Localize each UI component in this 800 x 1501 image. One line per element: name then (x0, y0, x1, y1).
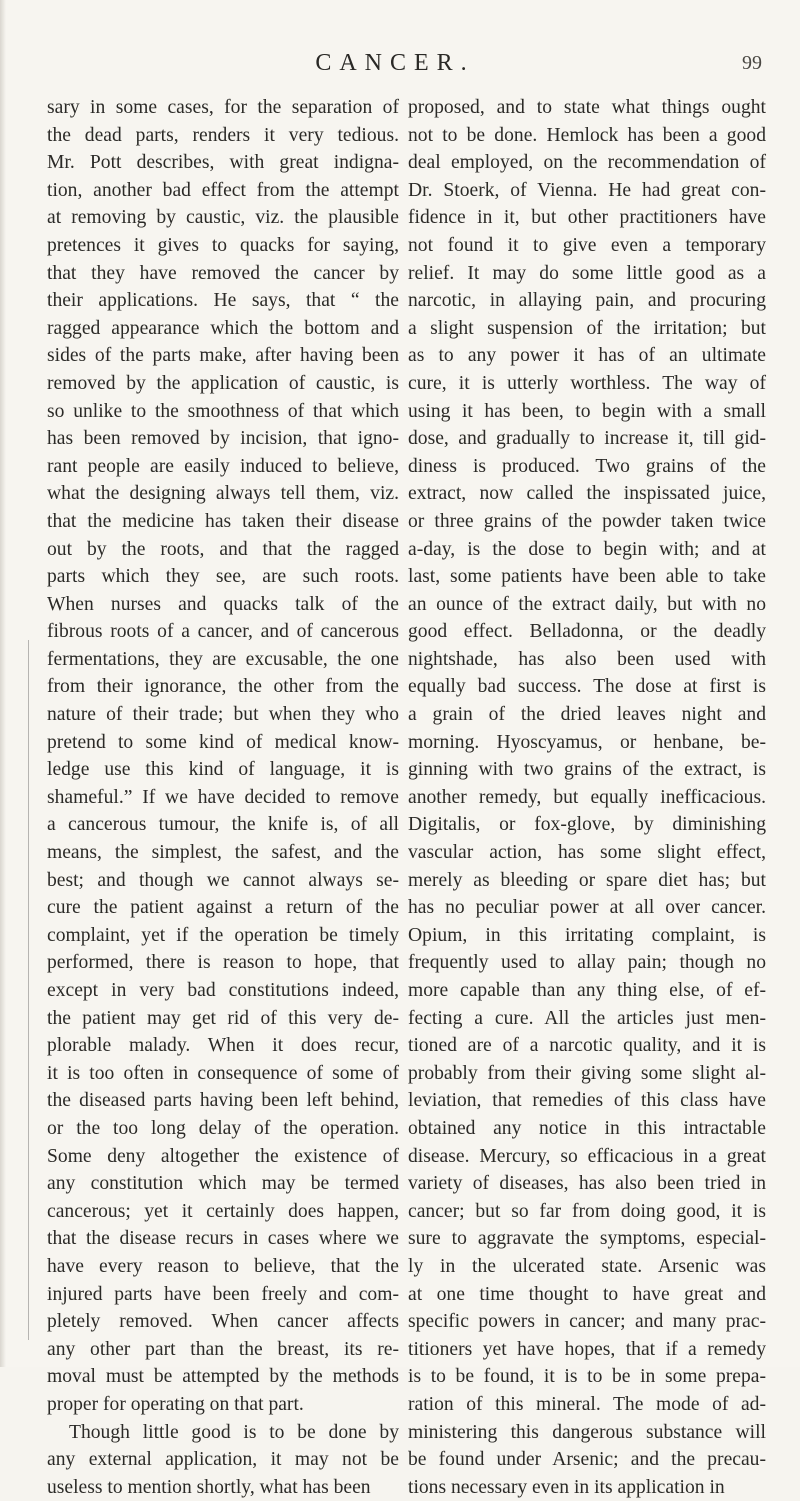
text-line: morning. Hyoscyamus, or henbane, be- (408, 731, 766, 753)
page-edge-shadow (0, 0, 6, 1367)
text-line: fidence in it, but other practitioners have (408, 207, 766, 229)
text-line: narcotic, in allaying pain, and procuring (408, 290, 766, 312)
text-line: from their ignorance, the other from the (47, 676, 399, 698)
text-line: a slight suspension of the irritation; but (408, 317, 766, 339)
text-line: ministering this dangerous substance will (408, 1421, 766, 1443)
text-line: a grain of the dried leaves night and (408, 704, 766, 726)
text-line: probably from their giving some slight al- (408, 1062, 766, 1084)
text-line: have every reason to believe, that the (47, 1255, 399, 1277)
text-line: nightshade, has also been used with (408, 648, 766, 670)
text-line: a-day, is the dose to begin with; and at (408, 538, 766, 560)
text-line: merely as bleeding or spare diet has; but (408, 869, 766, 891)
text-line: cancer; but so far from doing good, it is (408, 1200, 766, 1222)
text-line: fermentations, they are excusable, the one (47, 648, 399, 670)
text-line: cancerous; yet it certainly does happen, (47, 1200, 399, 1222)
text-line: any other part than the breast, its re- (47, 1338, 399, 1360)
text-line: Opium, in this irritating complaint, is (408, 924, 766, 946)
text-line: equally bad success. The dose at first is (408, 676, 766, 698)
text-line: as to any power it has of an ultimate (408, 345, 766, 367)
text-line: out by the roots, and that the ragged (47, 538, 399, 560)
text-line: the patient may get rid of this very de- (47, 1007, 399, 1029)
running-title: CANCER. (315, 50, 475, 76)
text-line: proper for operating on that part. (47, 1393, 304, 1415)
text-line: what the designing always tell them, viz. (47, 483, 399, 505)
text-line: performed, there is reason to hope, that (47, 952, 399, 974)
text-line: plorable malady. When it does recur, (47, 1035, 399, 1057)
text-line: their applications. He says, that “ the (47, 290, 399, 312)
text-line: good effect. Belladonna, or the deadly (408, 621, 766, 643)
text-line: sides of the parts make, after having been (47, 345, 399, 367)
text-line: the diseased parts having been left behind, (47, 1090, 399, 1112)
text-line: diness is produced. Two grains of the (408, 455, 766, 477)
text-line: rant people are easily induced to believe, (47, 455, 399, 477)
text-line: pretend to some kind of medical know- (47, 731, 399, 753)
text-line: ration of this mineral. The mode of ad- (408, 1393, 766, 1415)
text-line: specific powers in cancer; and many prac- (408, 1311, 766, 1333)
text-line: tion, another bad effect from the attempt (47, 179, 399, 201)
text-line: so unlike to the smoothness of that which (47, 400, 399, 422)
text-line: means, the simplest, the safest, and the (47, 842, 399, 864)
text-line: at removing by caustic, viz. the plausible (47, 207, 399, 229)
text-line: sary in some cases, for the separation of (47, 97, 399, 118)
text-line: not found it to give even a temporary (408, 234, 766, 256)
text-line: Though little good is to be done by (69, 1421, 399, 1443)
right-text-column (408, 94, 766, 1501)
text-line: tioned are of a narcotic quality, and it is (408, 1035, 766, 1057)
text-line: ly in the ulcerated state. Arsenic was (408, 1255, 766, 1277)
text-line: vascular action, has some slight effect, (408, 842, 766, 864)
text-line: the dead parts, renders it very tedious. (47, 124, 399, 146)
text-line: complaint, yet if the operation be timely (47, 924, 399, 946)
text-line: that the disease recurs in cases where we (47, 1228, 399, 1250)
text-line: using it has been, to begin with a small (408, 400, 766, 422)
text-line: relief. It may do some little good as a (408, 262, 766, 284)
text-line: variety of diseases, has also been tried in (408, 1173, 766, 1195)
text-line: pletely removed. When cancer affects (47, 1311, 399, 1333)
text-line: deal employed, on the recommendation of (408, 152, 766, 174)
text-line: a cancerous tumour, the knife is, of all (47, 814, 399, 836)
text-line: it is too often in consequence of some of (47, 1062, 399, 1084)
text-line: leviation, that remedies of this class have (408, 1090, 766, 1112)
text-line: cure the patient against a return of the (47, 897, 399, 919)
text-line: except in very bad constitutions indeed, (47, 980, 399, 1001)
text-line: be found under Arsenic; and the precau- (408, 1449, 766, 1471)
text-line: has been removed by incision, that igno- (47, 428, 399, 450)
text-line: best; and though we cannot always se- (47, 869, 399, 891)
page-number: 99 (742, 52, 762, 74)
text-line: cure, it is utterly worthless. The way of (408, 372, 766, 394)
left-text-column (47, 94, 399, 1501)
text-line: any external application, it may not be (47, 1449, 399, 1471)
text-line: that they have removed the cancer by (47, 262, 399, 284)
text-line: another remedy, but equally inefficacious. (408, 786, 766, 808)
text-line: Digitalis, or fox-glove, by diminishing (408, 814, 766, 836)
text-line: not to be done. Hemlock has been a good (408, 124, 766, 146)
text-line: moval must be attempted by the methods (47, 1366, 399, 1388)
text-line: proposed, and to state what things ought (408, 97, 766, 118)
text-line: obtained any notice in this intractable (408, 1117, 766, 1139)
text-line: parts which they see, are such roots. (47, 566, 399, 588)
text-line: shameful.” If we have decided to remove (47, 786, 399, 808)
text-line: removed by the application of caustic, is (47, 372, 399, 394)
text-line: disease. Mercury, so efficacious in a great (408, 1145, 766, 1167)
text-line: any constitution which may be termed (47, 1173, 399, 1195)
text-line: titioners yet have hopes, that if a remedy (408, 1338, 766, 1360)
text-line: When nurses and quacks talk of the (47, 593, 399, 615)
text-line: more capable than any thing else, of ef- (408, 980, 766, 1001)
text-line: an ounce of the extract daily, but with no (408, 593, 766, 615)
text-line: Dr. Stoerk, of Vienna. He had great con- (408, 179, 766, 201)
text-line: Some deny altogether the existence of (47, 1145, 399, 1167)
text-line: frequently used to allay pain; though no (408, 952, 766, 974)
text-line: or three grains of the powder taken twice (408, 510, 766, 532)
text-line: ledge use this kind of language, it is (47, 759, 399, 781)
text-line: last, some patients have been able to take (408, 566, 766, 588)
text-line: injured parts have been freely and com- (47, 1283, 399, 1305)
text-line: sure to aggravate the symptoms, especial- (408, 1228, 766, 1250)
running-head (0, 50, 800, 80)
text-line: Mr. Pott describes, with great indigna- (47, 152, 399, 174)
text-line: extract, now called the inspissated juice, (408, 483, 766, 505)
text-line: ragged appearance which the bottom and (47, 317, 399, 339)
text-line: nature of their trade; but when they who (47, 704, 399, 726)
text-line: or the too long delay of the operation. (47, 1117, 399, 1139)
text-line: at one time thought to have great and (408, 1283, 766, 1305)
text-line: fecting a cure. All the articles just men- (408, 1007, 766, 1029)
margin-rule (28, 640, 33, 1340)
text-line: is to be found, it is to be in some prepa- (408, 1366, 766, 1388)
text-line: dose, and gradually to increase it, till gid- (408, 428, 766, 450)
text-line: fibrous roots of a cancer, and of cancerous (47, 621, 399, 643)
text-line: tions necessary even in its application in (408, 1476, 725, 1498)
text-line: has no peculiar power at all over cancer. (408, 897, 766, 919)
text-line: that the medicine has taken their disease (47, 510, 399, 532)
text-line: pretences it gives to quacks for saying, (47, 234, 399, 256)
text-line: useless to mention shortly, what has been (47, 1476, 371, 1498)
text-line: ginning with two grains of the extract, is (408, 759, 766, 781)
